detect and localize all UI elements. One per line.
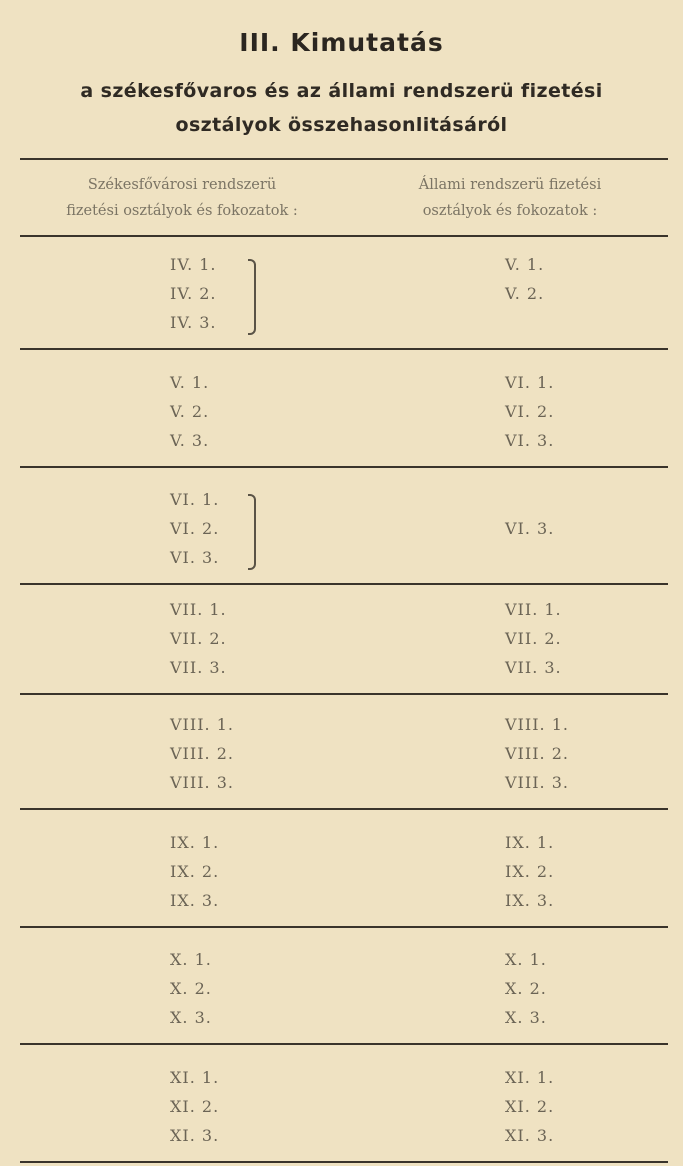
right-grade-cell: VII. 2. — [505, 629, 562, 648]
left-grade-cell: VIII. 2. — [170, 744, 234, 763]
right-grade-cell: VIII. 2. — [505, 744, 569, 763]
table-group — [0, 585, 683, 697]
group-separator-rule — [20, 466, 668, 468]
table-group — [0, 240, 683, 352]
group-separator-rule — [20, 926, 668, 928]
left-grade-cell: IV. 3. — [170, 313, 217, 332]
right-grade-cell: VI. 2. — [505, 402, 555, 421]
left-grade-cell: X. 3. — [170, 1008, 212, 1027]
left-column-header — [22, 172, 342, 224]
right-grade-cell: XI. 2. — [505, 1097, 555, 1116]
right-grade-cell: VI. 1. — [505, 373, 555, 392]
header-top-rule — [20, 158, 668, 160]
right-grade-cell: XI. 1. — [505, 1068, 555, 1087]
right-grade-cell: VI. 3. — [505, 431, 555, 450]
right-grade-cell: VII. 1. — [505, 600, 562, 619]
left-grade-cell: X. 1. — [170, 950, 212, 969]
left-grade-cell: XI. 3. — [170, 1126, 220, 1145]
group-separator-rule — [20, 348, 668, 350]
left-grade-cell: VI. 1. — [170, 490, 220, 509]
right-grade-cell: X. 1. — [505, 950, 547, 969]
left-grade-cell: IV. 1. — [170, 255, 217, 274]
left-grade-cell: IX. 2. — [170, 862, 220, 881]
left-grade-cell: IX. 1. — [170, 833, 220, 852]
table-group — [0, 700, 683, 812]
right-grade-cell: VIII. 1. — [505, 715, 569, 734]
left-grade-cell: VI. 3. — [170, 548, 220, 567]
right-grade-cell: XI. 3. — [505, 1126, 555, 1145]
right-column-header-line-2: osztályok és fokozatok : — [422, 203, 598, 219]
right-grade-cell: V. 1. — [505, 255, 545, 274]
subtitle-line-1: a székesfővaros és az állami rendszerü fizetési — [80, 80, 603, 102]
right-grade-cell: VI. 3. — [505, 519, 555, 538]
grouping-brace-icon — [248, 494, 256, 570]
header-bottom-rule — [20, 235, 668, 237]
table-group — [0, 475, 683, 587]
left-grade-cell: VIII. 3. — [170, 773, 234, 792]
page-title: III. Kimutatás — [239, 28, 444, 57]
left-grade-cell: V. 2. — [170, 402, 210, 421]
group-separator-rule — [20, 808, 668, 810]
right-column-header-line-1: Állami rendszerü fizetési — [418, 177, 602, 193]
right-grade-cell: IX. 3. — [505, 891, 555, 910]
table-group — [0, 358, 683, 470]
left-grade-cell: IV. 2. — [170, 284, 217, 303]
right-grade-cell: IX. 2. — [505, 862, 555, 881]
right-grade-cell: VIII. 3. — [505, 773, 569, 792]
left-grade-cell: VIII. 1. — [170, 715, 234, 734]
left-grade-cell: V. 3. — [170, 431, 210, 450]
left-grade-cell: VI. 2. — [170, 519, 220, 538]
left-grade-cell: IX. 3. — [170, 891, 220, 910]
left-grade-cell: VII. 2. — [170, 629, 227, 648]
left-grade-cell: XI. 1. — [170, 1068, 220, 1087]
right-grade-cell: VII. 3. — [505, 658, 562, 677]
table-group — [0, 1053, 683, 1165]
table-group — [0, 935, 683, 1047]
group-separator-rule — [20, 693, 668, 695]
group-separator-rule — [20, 1161, 668, 1163]
grouping-brace-icon — [248, 259, 256, 335]
left-grade-cell: V. 1. — [170, 373, 210, 392]
table-group — [0, 818, 683, 930]
left-grade-cell: XI. 2. — [170, 1097, 220, 1116]
group-separator-rule — [20, 1043, 668, 1045]
right-column-header — [365, 172, 655, 224]
left-column-header-line-1: Székesfővárosi rendszerü — [87, 177, 277, 193]
left-column-header-line-2: fizetési osztályok és fokozatok : — [66, 203, 298, 219]
left-grade-cell: VII. 3. — [170, 658, 227, 677]
left-grade-cell: X. 2. — [170, 979, 212, 998]
right-grade-cell: IX. 1. — [505, 833, 555, 852]
right-grade-cell: V. 2. — [505, 284, 545, 303]
subtitle-line-2: osztályok összehasonlitásáról — [175, 114, 508, 136]
right-grade-cell: X. 2. — [505, 979, 547, 998]
right-grade-cell: X. 3. — [505, 1008, 547, 1027]
left-grade-cell: VII. 1. — [170, 600, 227, 619]
